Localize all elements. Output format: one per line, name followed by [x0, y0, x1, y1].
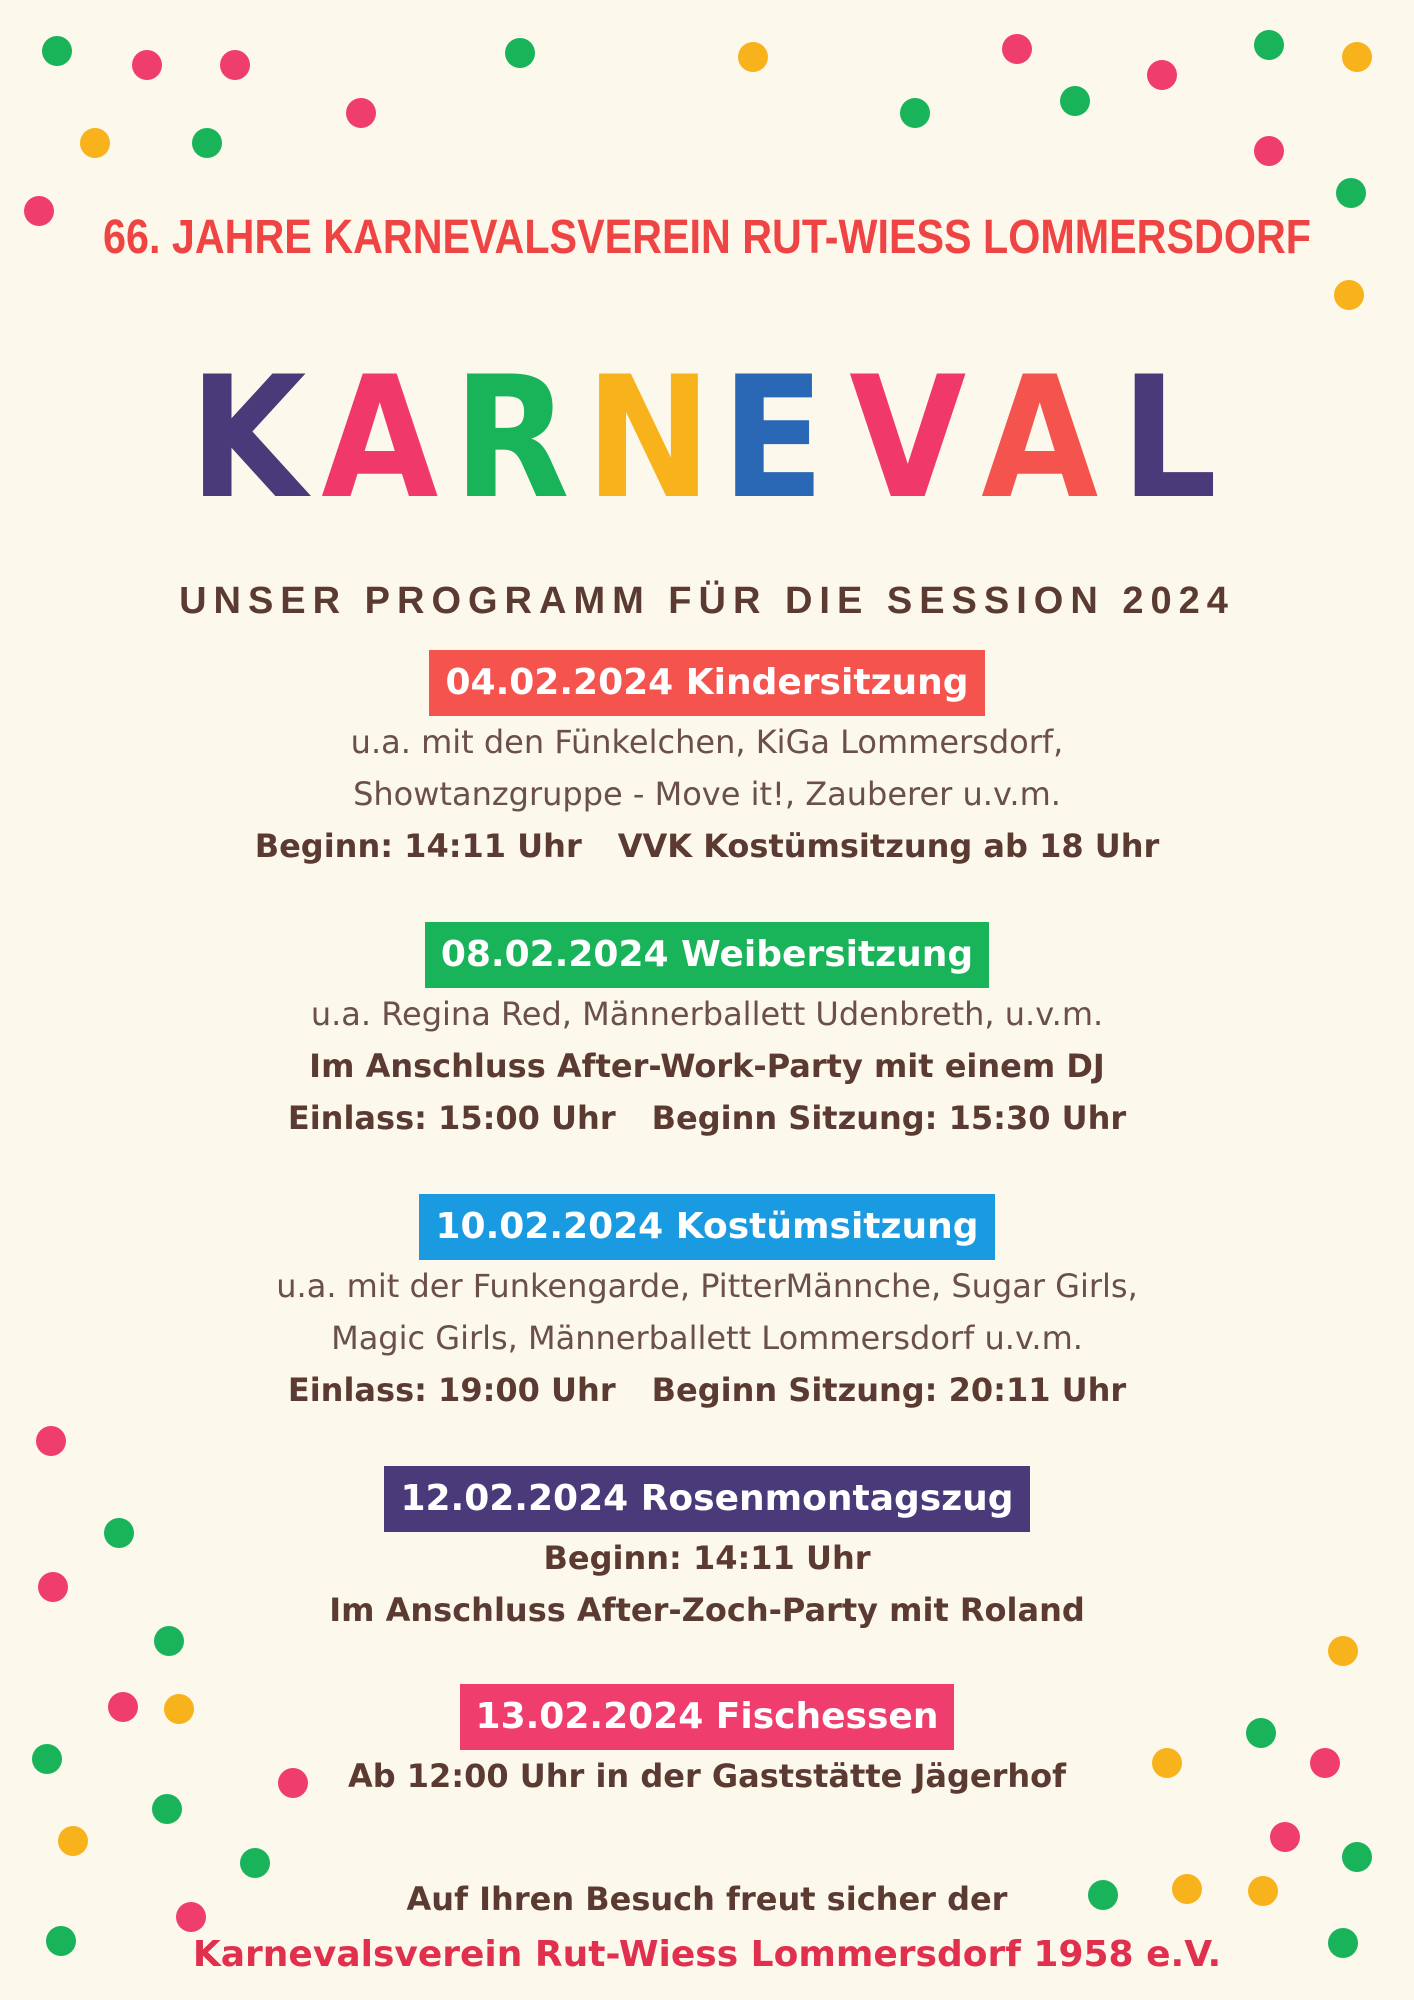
- confetti-dot: [192, 128, 222, 158]
- event-presale-info: VVK Kostümsitzung ab 18 Uhr: [617, 827, 1160, 865]
- confetti-dot: [1334, 280, 1364, 310]
- event-description: Magic Girls, Männerballett Lommersdorf u.v.m.: [331, 1319, 1083, 1357]
- footer-greeting: Auf Ihren Besuch freut sicher der: [406, 1880, 1008, 1918]
- title-letter: V: [849, 340, 967, 536]
- event-description: u.a. mit den Fünkelchen, KiGa Lommersdorf,: [350, 723, 1064, 761]
- event-entry-time: Einlass: 15:00 Uhr: [287, 1099, 616, 1137]
- event-afterparty: Im Anschluss After-Work-Party mit einem DJ: [309, 1047, 1105, 1085]
- event-start-time: Beginn: 14:11 Uhr: [543, 1539, 871, 1577]
- event-times: [0, 820, 1414, 872]
- event-date-badge: 04.02.2024 Kindersitzung: [429, 650, 984, 716]
- event-kostuemsitzung: [0, 1194, 1414, 1416]
- title-letter: K: [189, 340, 307, 536]
- title-letter: A: [321, 340, 439, 536]
- title-letter: E: [721, 340, 825, 536]
- confetti-dot: [36, 1426, 66, 1456]
- title-letter: L: [1120, 340, 1218, 536]
- event-description: Showtanzgruppe - Move it!, Zauberer u.v.m.: [353, 775, 1061, 813]
- title-letter: R: [453, 340, 570, 536]
- event-date-badge: 12.02.2024 Rosenmontagszug: [384, 1466, 1029, 1532]
- event-kindersitzung: [0, 650, 1414, 872]
- event-date-badge: 08.02.2024 Weibersitzung: [425, 922, 989, 988]
- confetti-dot: [1270, 1822, 1300, 1852]
- confetti-dot: [42, 36, 72, 66]
- confetti-dot: [220, 50, 250, 80]
- confetti-dot: [58, 1826, 88, 1856]
- confetti-dot: [1254, 136, 1284, 166]
- confetti-dot: [738, 42, 768, 72]
- footer-club-name: Karnevalsverein Rut-Wiess Lommersdorf 1958 e.V.: [192, 1934, 1222, 1975]
- event-times: [0, 1364, 1414, 1416]
- event-weibersitzung: [0, 922, 1414, 1144]
- confetti-dot: [240, 1848, 270, 1878]
- event-description: u.a. Regina Red, Männerballett Udenbreth, u.v.m.: [310, 995, 1104, 1033]
- confetti-dot: [505, 38, 535, 68]
- event-date-badge: 13.02.2024 Fischessen: [460, 1684, 955, 1750]
- title-letter: A: [981, 340, 1099, 536]
- confetti-dot: [346, 98, 376, 128]
- event-start-time: Beginn: 14:11 Uhr: [254, 827, 582, 865]
- confetti-dot: [1328, 1636, 1358, 1666]
- confetti-dot: [132, 50, 162, 80]
- event-date-badge: 10.02.2024 Kostümsitzung: [419, 1194, 994, 1260]
- event-start-time: Beginn Sitzung: 15:30 Uhr: [651, 1099, 1127, 1137]
- event-location: Ab 12:00 Uhr in der Gaststätte Jägerhof: [347, 1757, 1067, 1795]
- karneval-title: [0, 340, 1414, 536]
- event-times: [0, 1092, 1414, 1144]
- confetti-dot: [1336, 178, 1366, 208]
- confetti-dot: [1342, 42, 1372, 72]
- event-start-time: Beginn Sitzung: 20:11 Uhr: [651, 1371, 1127, 1409]
- event-description: u.a. mit der Funkengarde, PitterMännche, Sugar Girls,: [276, 1267, 1138, 1305]
- event-fischessen: [0, 1684, 1414, 1802]
- confetti-dot: [900, 98, 930, 128]
- confetti-dot: [1254, 30, 1284, 60]
- title-letter: N: [585, 340, 712, 536]
- event-afterparty: Im Anschluss After-Zoch-Party mit Roland: [329, 1591, 1085, 1629]
- confetti-dot: [24, 196, 54, 226]
- confetti-dot: [1060, 86, 1090, 116]
- confetti-dot: [1147, 60, 1177, 90]
- confetti-dot: [80, 128, 110, 158]
- event-entry-time: Einlass: 19:00 Uhr: [287, 1371, 616, 1409]
- confetti-dot: [1002, 34, 1032, 64]
- confetti-dot: [1342, 1842, 1372, 1872]
- event-rosenmontagszug: [0, 1466, 1414, 1636]
- club-anniversary-heading: 66. JAHRE KARNEVALSVEREIN RUT-WIESS LOMMERSDORF: [103, 211, 1311, 264]
- program-subtitle: UNSER PROGRAMM FÜR DIE SESSION 2024: [179, 580, 1235, 622]
